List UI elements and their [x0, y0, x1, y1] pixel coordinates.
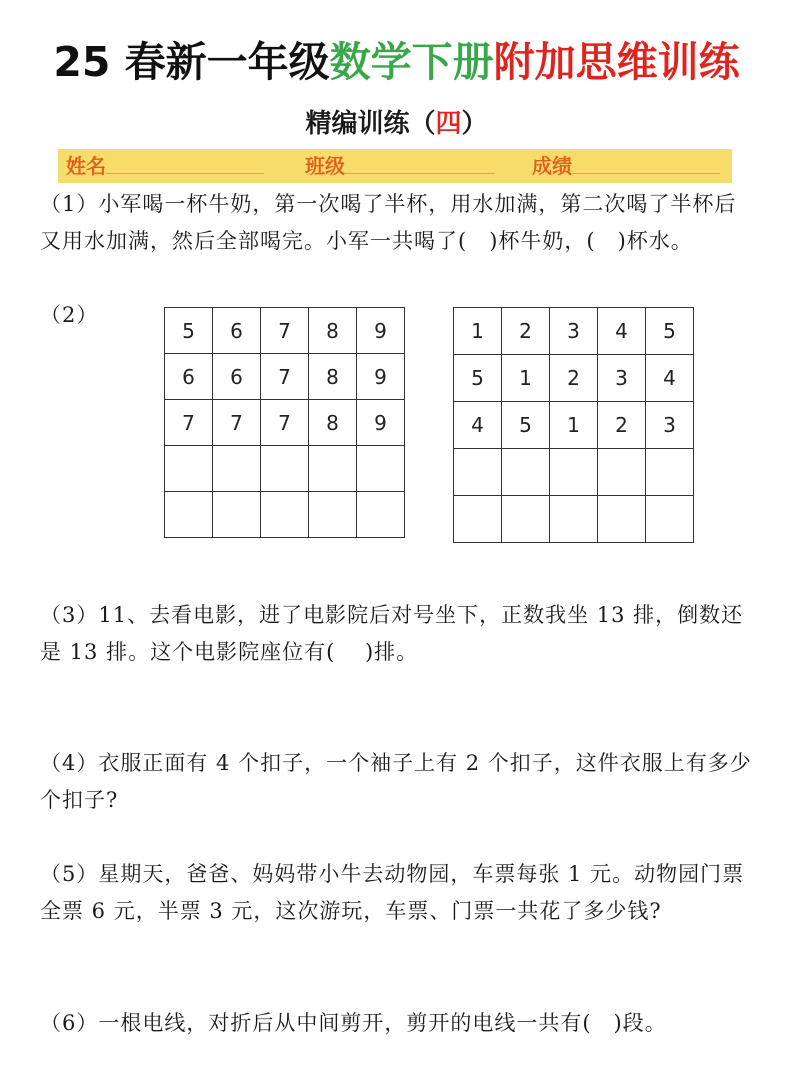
grid-right-cell[interactable]	[502, 449, 550, 496]
grid-left-row	[165, 354, 405, 400]
grid-left-cell[interactable]	[357, 492, 405, 538]
number-grid-left	[164, 307, 405, 538]
grid-right-cell: 1	[454, 308, 502, 355]
grid-left-cell: 7	[165, 400, 213, 446]
grid-left-cell[interactable]	[165, 446, 213, 492]
grid-right-cell: 2	[550, 355, 598, 402]
grid-right-cell: 1	[502, 355, 550, 402]
grid-left-cell[interactable]	[165, 492, 213, 538]
grid-right-cell[interactable]	[454, 449, 502, 496]
grid-left-cell: 8	[309, 308, 357, 354]
title-part-grade: 25 春新一年级	[53, 38, 330, 86]
grid-left-row	[165, 400, 405, 446]
question-3: （3）11、去看电影，进了电影院后对号坐下，正数我坐 13 排，倒数还是 13 排。这个电影院座位有( )排。	[40, 603, 744, 664]
grid-left-cell: 7	[261, 400, 309, 446]
subtitle-main: 精编训练（	[305, 109, 436, 139]
grid-right-cell: 2	[598, 402, 646, 449]
grid-right-cell[interactable]	[646, 496, 694, 543]
grid-right-cell[interactable]	[550, 449, 598, 496]
grid-right-row	[454, 496, 694, 543]
question-5: （5）星期天，爸爸、妈妈带小牛去动物园，车票每张 1 元。动物园门票全票 6 元，半票 3 元，这次游玩，车票、门票一共花了多少钱?	[40, 862, 745, 923]
question-6: （6）一根电线，对折后从中间剪开，剪开的电线一共有( )段。	[40, 1011, 667, 1035]
worksheet-title	[0, 34, 793, 90]
class-blank[interactable]	[345, 149, 495, 174]
grid-left-cell: 9	[357, 400, 405, 446]
grid-right-cell: 5	[454, 355, 502, 402]
grid-right-row	[454, 449, 694, 496]
grid-right-row	[454, 308, 694, 355]
grid-right-cell: 5	[502, 402, 550, 449]
grid-left-cell: 6	[165, 354, 213, 400]
number-grid-right	[453, 307, 694, 543]
grid-right-cell: 2	[502, 308, 550, 355]
grid-right-cell: 3	[646, 402, 694, 449]
grid-right-row	[454, 355, 694, 402]
grid-left-cell: 5	[165, 308, 213, 354]
question-2-label: （2）	[40, 303, 99, 327]
grid-left-row	[165, 492, 405, 538]
score-label: 成绩	[532, 154, 572, 178]
subtitle-number: 四	[435, 109, 462, 139]
grid-left-cell[interactable]	[261, 492, 309, 538]
grid-left-cell[interactable]	[213, 446, 261, 492]
grid-right-cell: 3	[598, 355, 646, 402]
grid-left-cell[interactable]	[213, 492, 261, 538]
grid-right-cell: 3	[550, 308, 598, 355]
grid-left-cell: 9	[357, 308, 405, 354]
grid-left-cell: 6	[213, 354, 261, 400]
grid-left-cell[interactable]	[261, 446, 309, 492]
score-field	[532, 149, 720, 183]
grid-right-cell: 5	[646, 308, 694, 355]
worksheet-subtitle	[0, 104, 793, 144]
grid-right-cell[interactable]	[598, 449, 646, 496]
grid-left-cell: 7	[261, 354, 309, 400]
question-4: （4）衣服正面有 4 个扣子，一个袖子上有 2 个扣子，这件衣服上有多少个扣子?	[40, 751, 752, 812]
grid-left-cell[interactable]	[309, 446, 357, 492]
student-info-bar	[58, 149, 732, 183]
grid-right-cell: 4	[598, 308, 646, 355]
name-blank[interactable]	[106, 149, 264, 174]
question-1: （1）小军喝一杯牛奶，第一次喝了半杯，用水加满，第二次喝了半杯后又用水加满，然后全部喝完。小军一共喝了( )杯牛奶，( )杯水。	[40, 192, 737, 253]
grid-right-cell[interactable]	[502, 496, 550, 543]
grid-right-cell[interactable]	[550, 496, 598, 543]
grid-left-cell: 7	[261, 308, 309, 354]
grid-left-cell: 8	[309, 400, 357, 446]
name-field	[66, 149, 264, 183]
grid-left-cell[interactable]	[309, 492, 357, 538]
grid-left-row	[165, 308, 405, 354]
grid-right-cell[interactable]	[646, 449, 694, 496]
title-part-topic: 附加思维训练	[493, 38, 740, 86]
grid-right-cell: 4	[454, 402, 502, 449]
grid-right-cell: 1	[550, 402, 598, 449]
title-part-subject: 数学下册	[329, 38, 494, 86]
grid-left-cell[interactable]	[357, 446, 405, 492]
grid-left-cell: 8	[309, 354, 357, 400]
grid-left-cell: 6	[213, 308, 261, 354]
class-label: 班级	[305, 154, 345, 178]
grid-left-row	[165, 446, 405, 492]
grid-right-row	[454, 402, 694, 449]
grid-right-cell[interactable]	[454, 496, 502, 543]
score-blank[interactable]	[572, 149, 720, 174]
grid-right-cell: 4	[646, 355, 694, 402]
grid-left-cell: 7	[213, 400, 261, 446]
grid-right-cell[interactable]	[598, 496, 646, 543]
subtitle-end: ）	[461, 109, 488, 139]
name-label: 姓名	[66, 154, 106, 178]
class-field	[305, 149, 495, 183]
grid-left-cell: 9	[357, 354, 405, 400]
